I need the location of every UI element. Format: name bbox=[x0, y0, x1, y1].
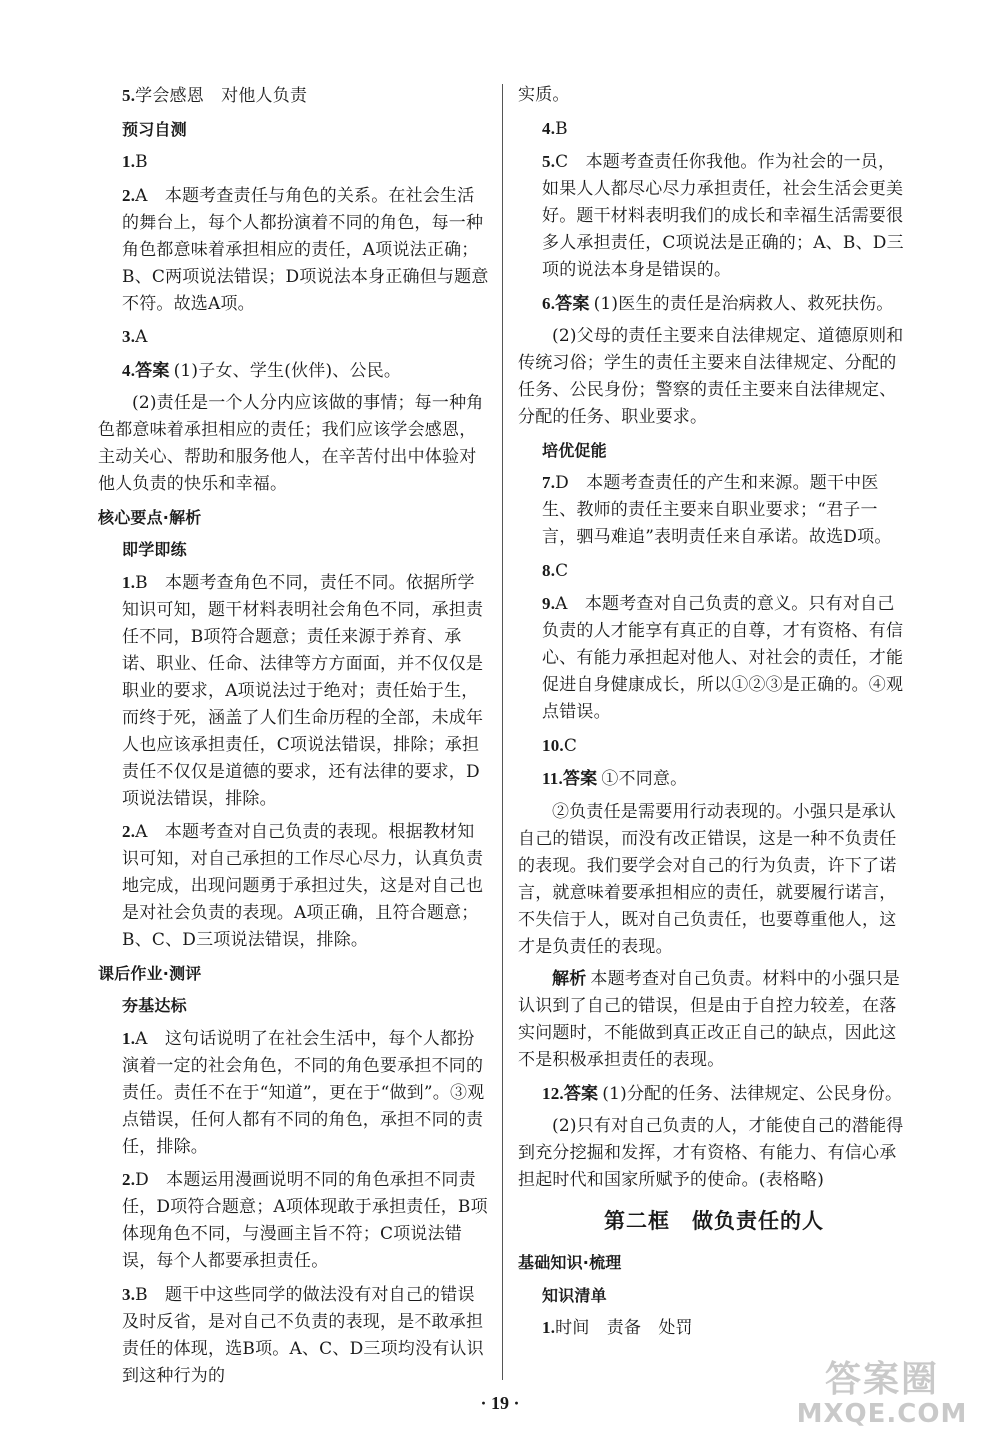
answer-keyword: 答案 bbox=[135, 360, 170, 381]
paragraph-text: ②负责任是需要用行动表现的。小强只是承认自己的错误，而没有改正错误，这是一种不负责任的表现。我们要学会对自己的行为负责，许下了诺言，就意味着要承担相应的责任，就要履行诺言，不失信于人，既对自己负责任，也要尊重他人，这才是负责任的表现。 bbox=[518, 801, 897, 957]
paragraph-text: A 本题考查责任与角色的关系。在社会生活的舞台上，每个人都扮演着不同的角色，每一种角色都意味着承担相应的责任，A项说法正确；B、C两项说法错误；D项说法本身正确但与题意不符。故选A项。 bbox=[122, 185, 489, 314]
section-heading bbox=[98, 992, 490, 1019]
paragraph-text: B 题干中这些同学的做法没有对自己的错误及时反省，是对自己不负责的表现，是不敢承担责任的体现，选B项。A、C、D三项均没有认识到这种行为的 bbox=[122, 1284, 484, 1386]
paragraph-text: ①不同意。 bbox=[601, 769, 688, 789]
paragraph-text: 预习自测 bbox=[122, 119, 187, 139]
paragraph-text: D 本题运用漫画说明不同的角色承担不同责任，D项符合题意；A项体现敢于承担责任，B项体现角色不同，与漫画主旨不符；C项说法错误，每个人都要承担责任。 bbox=[122, 1170, 488, 1271]
answer-paragraph bbox=[98, 182, 490, 318]
paragraph-text: 核心要点·解析 bbox=[98, 507, 202, 527]
paragraph-text: 本题考查对自己负责。材料中的小强只是认识到了自己的错误，但是由于自控力较差，在落实问题时，不能做到真正改正自己的缺点，因此这不是积极承担责任的表现。 bbox=[518, 969, 901, 1070]
right-column bbox=[518, 82, 910, 1348]
paragraph-text: C 本题考查责任你我他。作为社会的一员，如果人人都尽心尽力承担责任，社会生活会更美好。题干材料表明我们的成长和幸福生活需要很多人承担责任，C项说法是正确的；A、B、D三项的说法本身是错误的。 bbox=[542, 152, 904, 280]
answer-paragraph bbox=[518, 590, 910, 726]
answer-paragraph bbox=[518, 323, 910, 431]
answer-paragraph bbox=[518, 1080, 910, 1108]
question-number: 6. bbox=[542, 293, 556, 313]
question-number: 5. bbox=[542, 152, 556, 171]
question-number: 3. bbox=[122, 1284, 136, 1304]
paragraph-text: A bbox=[135, 327, 148, 347]
paragraph-text: 培优促能 bbox=[542, 440, 607, 460]
answer-paragraph bbox=[518, 966, 910, 1074]
answer-paragraph bbox=[518, 115, 910, 143]
section-heading bbox=[98, 116, 490, 143]
paragraph-text: 夯基达标 bbox=[122, 996, 187, 1015]
paragraph-text: A 本题考查对自己负责的意义。只有对自己负责的人才能享有真正的自尊，才有资格、有信心、有能力承担起对他人、对社会的责任，才能促进自身健康成长，所以①②③是正确的。④观点错误。 bbox=[542, 594, 904, 722]
answer-paragraph bbox=[518, 765, 910, 793]
question-number: 8. bbox=[542, 560, 556, 580]
question-number: 12. bbox=[542, 1083, 564, 1103]
paragraph-text: 基础知识·梳理 bbox=[518, 1253, 622, 1272]
question-number: 1. bbox=[542, 1318, 556, 1337]
question-number: 2. bbox=[122, 1170, 136, 1189]
question-number: 10. bbox=[542, 735, 564, 755]
answer-paragraph bbox=[518, 799, 910, 961]
paragraph-text: (2)责任是一个人分内应该做的事情；每一种角色都意味着承担相应的责任；我们应该学会感恩，主动关心、帮助和服务他人，在辛苦付出中体验对他人负责的快乐和幸福。 bbox=[98, 393, 484, 494]
question-number: 11. bbox=[542, 769, 563, 788]
column-divider bbox=[502, 84, 503, 1380]
answer-paragraph bbox=[98, 357, 490, 385]
answer-keyword: 答案 bbox=[563, 1083, 599, 1104]
page-number: · 19 · bbox=[480, 1393, 520, 1413]
answer-paragraph bbox=[98, 569, 490, 813]
paragraph-text: 即学即练 bbox=[122, 540, 187, 559]
answer-paragraph bbox=[98, 1166, 490, 1275]
question-number: 3. bbox=[122, 327, 136, 346]
answer-paragraph bbox=[518, 732, 910, 760]
paragraph-text: 知识清单 bbox=[542, 1285, 607, 1305]
section-heading bbox=[518, 1208, 910, 1235]
watermark-line1: 答案圈 bbox=[824, 1359, 939, 1400]
question-number: 2. bbox=[122, 185, 136, 205]
question-number: 4. bbox=[122, 360, 136, 380]
paragraph-text: (1)子女、学生(伙伴)、公民。 bbox=[173, 360, 402, 381]
paragraph-text: B bbox=[555, 118, 568, 139]
watermark-logo bbox=[782, 1360, 982, 1428]
paragraph-text: C bbox=[563, 735, 578, 756]
answer-keyword: 答案 bbox=[562, 769, 598, 789]
paragraph-text: 第二框 做负责任的人 bbox=[604, 1209, 824, 1233]
section-heading bbox=[98, 504, 490, 531]
answer-paragraph bbox=[98, 148, 490, 176]
answer-paragraph bbox=[98, 1281, 490, 1390]
answer-keyword: 解析 bbox=[552, 969, 587, 989]
answer-paragraph bbox=[98, 818, 490, 954]
answer-paragraph bbox=[518, 469, 910, 551]
paragraph-text: D 本题考查责任的产生和来源。题干中医生、教师的责任主要来自职业要求；“君子一言，驷马难追”表明责任来自承诺。故选D项。 bbox=[542, 473, 892, 547]
question-number: 2. bbox=[122, 822, 136, 841]
answer-paragraph bbox=[98, 1025, 490, 1161]
section-heading bbox=[518, 437, 910, 464]
answer-keyword: 答案 bbox=[555, 293, 590, 314]
answer-paragraph bbox=[98, 82, 490, 110]
answer-paragraph bbox=[518, 557, 910, 585]
answer-paragraph bbox=[518, 148, 910, 284]
answer-paragraph bbox=[98, 390, 490, 498]
paragraph-text: A 这句话说明了在社会生活中，每个人都扮演着一定的社会角色，不同的角色要承担不同的责任。责任不在于“知道”，更在于“做到”。③观点错误，任何人都有不同的角色，承担不同的责任，排除。 bbox=[122, 1028, 485, 1157]
paragraph-text: B 本题考查角色不同，责任不同。依据所学知识可知，题干材料表明社会角色不同，承担责任不同，B项符合题意；责任来源于养育、承诺、职业、任命、法律等方方面面，并不仅仅是职业的要求，A项说法过于绝对；责任始于生，而终于死，涵盖了人们生命历程的全部，未成年人也应该承担责任，C项说法错误，排除；承担责任不仅仅是道德的要求，还有法律的要求，D项说法错误，排除。 bbox=[122, 572, 484, 809]
paragraph-text: (1)分配的任务、法律规定、公民身份。 bbox=[602, 1083, 903, 1104]
section-heading bbox=[98, 960, 490, 987]
question-number: 9. bbox=[542, 594, 556, 613]
paragraph-text: 时间 责备 处罚 bbox=[555, 1318, 693, 1338]
section-heading bbox=[518, 1249, 910, 1276]
question-number: 1. bbox=[122, 572, 136, 592]
paragraph-text: 课后作业·测评 bbox=[98, 963, 202, 983]
paragraph-text: B bbox=[135, 152, 148, 172]
question-number: 7. bbox=[542, 473, 556, 492]
answer-paragraph bbox=[518, 290, 910, 318]
paragraph-text: (2)只有对自己负责的人，才能使自己的潜能得到充分挖掘和发挥，才有资格、有能力、有信心承担起时代和国家所赋予的使命。(表格略) bbox=[518, 1116, 904, 1190]
section-heading bbox=[518, 1282, 910, 1309]
left-column bbox=[98, 82, 490, 1395]
answer-paragraph bbox=[98, 323, 490, 351]
question-number: 5. bbox=[122, 86, 136, 105]
watermark-line2: MXQE.COM bbox=[796, 1399, 968, 1429]
paragraph-text: (1)医生的责任是治病救人、救死扶伤。 bbox=[593, 293, 894, 314]
question-number: 4. bbox=[542, 118, 556, 138]
answer-paragraph bbox=[518, 1113, 910, 1194]
paragraph-text: (2)父母的责任主要来自法律规定、道德原则和传统习俗；学生的责任主要来自法律规定、分配的任务、公民身份；警察的责任主要来自法律规定、分配的任务、职业要求。 bbox=[518, 326, 904, 427]
answer-paragraph bbox=[518, 82, 910, 109]
paragraph-text: 学会感恩 对他人负责 bbox=[135, 86, 308, 106]
section-heading bbox=[98, 536, 490, 563]
paragraph-text: C bbox=[555, 560, 569, 581]
question-number: 1. bbox=[122, 152, 136, 171]
answer-paragraph bbox=[518, 1314, 910, 1342]
paragraph-text: A 本题考查对自己负责的表现。根据教材知识可知，对自己承担的工作尽心尽力，认真负责地完成，出现问题勇于承担过失，这是对自己也是对社会负责的表现。A项正确，且符合题意；B、C、D三项说法错误，排除。 bbox=[122, 822, 484, 950]
paragraph-text: 实质。 bbox=[518, 85, 570, 105]
question-number: 1. bbox=[122, 1028, 136, 1048]
